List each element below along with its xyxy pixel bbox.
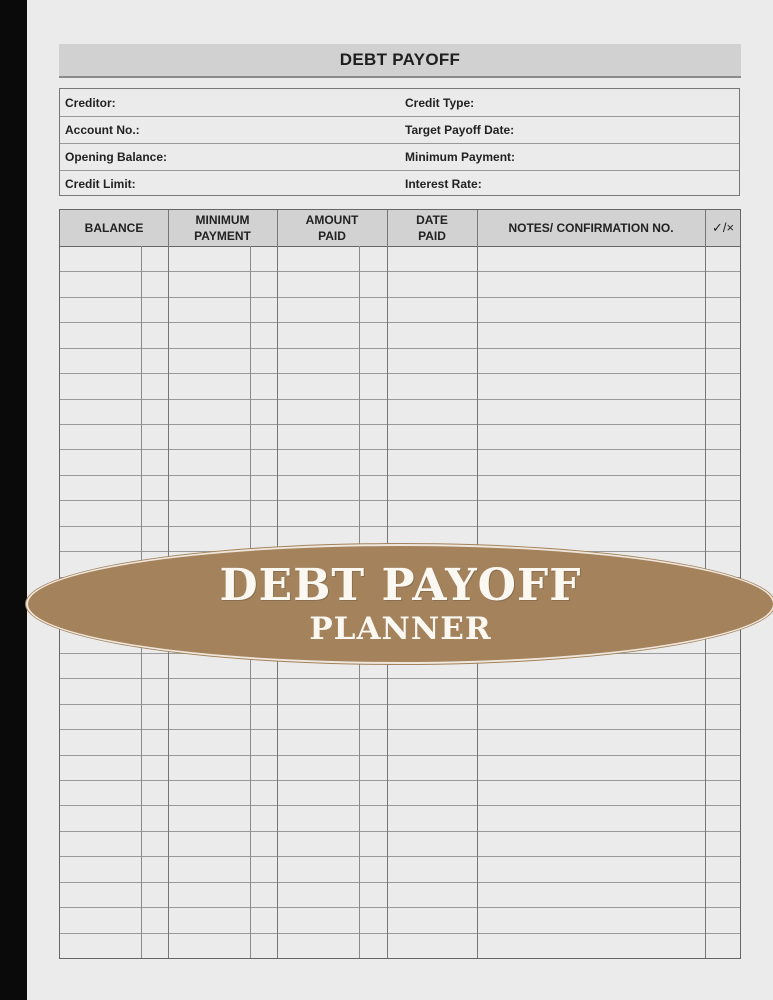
page-title: DEBT PAYOFF (59, 44, 741, 78)
table-row-line (60, 729, 740, 730)
minimum-payment-label: Minimum Payment: (405, 149, 516, 164)
table-row-line (60, 271, 740, 272)
column-header-date-paid: DATE PAID (416, 213, 448, 243)
target-payoff-date-label: Target Payoff Date: (405, 122, 515, 137)
creditor-label: Creditor: (65, 95, 116, 110)
column-header-notes: NOTES/ CONFIRMATION NO. (508, 221, 674, 235)
column-header-amount-paid: AMOUNT PAID (305, 213, 359, 243)
table-row-line (60, 500, 740, 501)
banner-subtitle: PLANNER (309, 611, 492, 647)
table-row-line (60, 907, 740, 908)
interest-rate-label: Interest Rate: (405, 176, 482, 191)
table-row-line (60, 322, 740, 323)
column-header-balance: BALANCE (84, 221, 144, 235)
table-row-line (60, 882, 740, 883)
table-row-line (60, 373, 740, 374)
table-row-line (60, 805, 740, 806)
table-row-line (60, 780, 740, 781)
table-row-line (60, 831, 740, 832)
column-header-minimum-payment: MINIMUM PAYMENT (194, 213, 251, 243)
table-row-line (60, 755, 740, 756)
table-header (60, 210, 740, 247)
table-row-line (60, 856, 740, 857)
credit-limit-label: Credit Limit: (65, 176, 136, 191)
table-row-line (60, 526, 740, 527)
info-row-1 (60, 89, 739, 116)
opening-balance-label: Opening Balance: (65, 149, 168, 164)
table-row-line (60, 348, 740, 349)
table-row-line (60, 475, 740, 476)
book-spine (0, 0, 27, 1000)
table-row-line (60, 297, 740, 298)
column-header-check: ✓/× (711, 220, 735, 235)
table-row-line (60, 424, 740, 425)
info-row-4 (60, 170, 739, 197)
table-row-line (60, 704, 740, 705)
info-row-2 (60, 116, 739, 143)
credit-type-label: Credit Type: (405, 95, 475, 110)
planner-title-banner (28, 546, 773, 662)
account-no-label: Account No.: (65, 122, 140, 137)
banner-title: DEBT PAYOFF (219, 560, 582, 611)
info-row-3 (60, 143, 739, 170)
debt-info-box (59, 88, 740, 196)
table-row-line (60, 933, 740, 934)
table-row-line (60, 678, 740, 679)
table-row-line (60, 399, 740, 400)
table-row-line (60, 449, 740, 450)
